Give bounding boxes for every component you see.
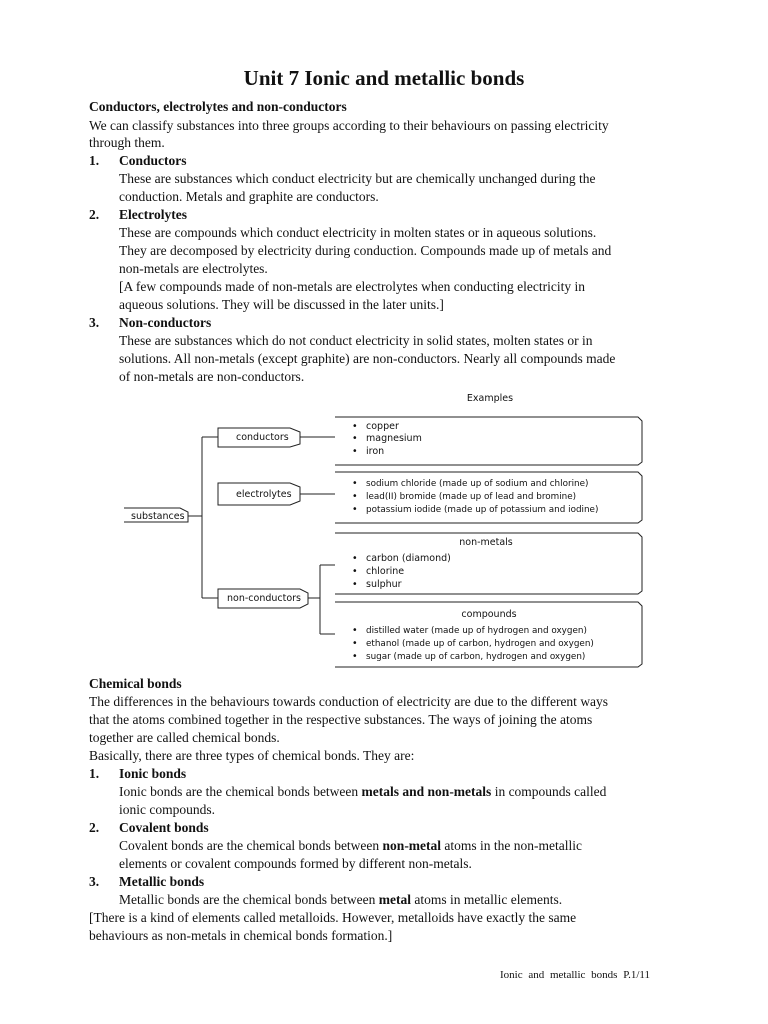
bullet: • <box>352 446 358 457</box>
example-sugar: sugar (made up of carbon, hydrogen and oxygen) <box>366 652 586 662</box>
bond-number-1: 1. <box>89 766 100 781</box>
item-number-2: 2. <box>89 207 100 222</box>
bullet: • <box>352 625 358 636</box>
non-conductors-text-line: of non-metals are non-conductors. <box>119 369 305 384</box>
bullet: • <box>352 478 358 489</box>
section-heading-conductors: Conductors, electrolytes and non-conductors <box>89 99 347 114</box>
example-magnesium: magnesium <box>366 433 422 444</box>
metallic-bonds-text: Metallic bonds are the chemical bonds between metal atoms in metallic elements. <box>119 892 563 907</box>
electrolytes-text-line: These are compounds which conduct electricity in molten states or in aqueous solutions. <box>119 225 597 240</box>
classification-diagram <box>0 385 768 675</box>
item-heading-conductors: Conductors <box>119 153 187 168</box>
bond-number-3: 3. <box>89 874 100 889</box>
example-ethanol: ethanol (made up of carbon, hydrogen and oxygen) <box>366 639 594 649</box>
non-conductors-text-line: solutions. All non-metals (except graphite) are non-conductors. Nearly all compounds made <box>119 351 616 366</box>
conductors-text-line: conduction. Metals and graphite are conductors. <box>119 189 379 204</box>
example-sodium-chloride: sodium chloride (made up of sodium and chlorine) <box>366 479 589 489</box>
example-iron: iron <box>366 446 385 457</box>
bullet: • <box>352 579 358 590</box>
section-heading-chemical-bonds: Chemical bonds <box>89 676 182 691</box>
electrolytes-text-line: They are decomposed by electricity during conduction. Compounds made up of metals and <box>119 243 612 258</box>
electrolytes-text-line: [A few compounds made of non-metals are electrolytes when conducting electricity in <box>119 279 585 294</box>
conductors-text-line: These are substances which conduct electricity but are chemically unchanged during the <box>119 171 596 186</box>
example-chlorine: chlorine <box>366 566 405 577</box>
covalent-bonds-text: Covalent bonds are the chemical bonds between non-metal atoms in the non-metallic <box>119 838 583 853</box>
item-number-3: 3. <box>89 315 100 330</box>
item-heading-non-conductors: Non-conductors <box>119 315 212 330</box>
non-conductors-label: non-conductors <box>227 593 302 604</box>
bullet: • <box>352 651 358 662</box>
chemical-bonds-intro-line: that the atoms combined together in the respective substances. The ways of joining the atoms <box>89 712 593 727</box>
covalent-bonds-text-line-2: elements or covalent compounds formed by different non-metals. <box>119 856 472 871</box>
item-heading-electrolytes: Electrolytes <box>119 207 187 222</box>
bullet: • <box>352 553 358 564</box>
substances-label: substances <box>131 511 185 522</box>
non-conductors-text-line: These are substances which do not conduct electricity in solid states, molten states or in <box>119 333 593 348</box>
ionic-bonds-heading: Ionic bonds <box>119 766 187 781</box>
compounds-label: compounds <box>461 609 517 620</box>
chemical-bonds-intro-line: The differences in the behaviours towards conduction of electricity are due to the different ways <box>89 694 609 709</box>
item-number-1: 1. <box>89 153 100 168</box>
page-title: Unit 7 Ionic and metallic bonds <box>243 66 525 90</box>
bullet: • <box>352 504 358 515</box>
electrolytes-text-line: aqueous solutions. They will be discussed in the later units.] <box>119 297 444 312</box>
metalloids-note-line: [There is a kind of elements called metalloids. However, metalloids have exactly the same <box>89 910 577 925</box>
covalent-bonds-heading: Covalent bonds <box>119 820 209 835</box>
bullet: • <box>352 491 358 502</box>
example-copper: copper <box>366 421 399 432</box>
intro-line-1: We can classify substances into three groups according to their behaviours on passing electricity <box>89 118 609 133</box>
intro-line-2: through them. <box>89 135 165 150</box>
bullet: • <box>352 566 358 577</box>
bullet: • <box>352 421 358 432</box>
examples-label: Examples <box>466 393 514 404</box>
electrolytes-text-line: non-metals are electrolytes. <box>119 261 268 276</box>
example-carbon-diamond: carbon (diamond) <box>366 553 451 564</box>
ionic-bonds-text: Ionic bonds are the chemical bonds between metals and non-metals in compounds called <box>119 784 607 799</box>
example-lead-bromide: lead(II) bromide (made up of lead and bromine) <box>366 492 577 502</box>
page-footer: Ionic and metallic bonds P.1/11 <box>500 969 650 981</box>
electrolytes-label: electrolytes <box>236 489 292 500</box>
non-metals-label: non-metals <box>459 537 513 548</box>
chemical-bonds-intro-line: Basically, there are three types of chemical bonds. They are: <box>89 748 415 763</box>
example-potassium-iodide: potassium iodide (made up of potassium and iodine) <box>366 505 599 515</box>
example-sulphur: sulphur <box>366 579 402 590</box>
bullet: • <box>352 638 358 649</box>
metallic-bonds-heading: Metallic bonds <box>119 874 205 889</box>
ionic-bonds-text-line-2: ionic compounds. <box>119 802 215 817</box>
bond-number-2: 2. <box>89 820 100 835</box>
metalloids-note-line: behaviours as non-metals in chemical bonds formation.] <box>89 928 393 943</box>
bullet: • <box>352 433 358 444</box>
chemical-bonds-intro-line: together are called chemical bonds. <box>89 730 280 745</box>
conductors-label: conductors <box>236 432 289 443</box>
example-distilled-water: distilled water (made up of hydrogen and oxygen) <box>366 626 587 636</box>
